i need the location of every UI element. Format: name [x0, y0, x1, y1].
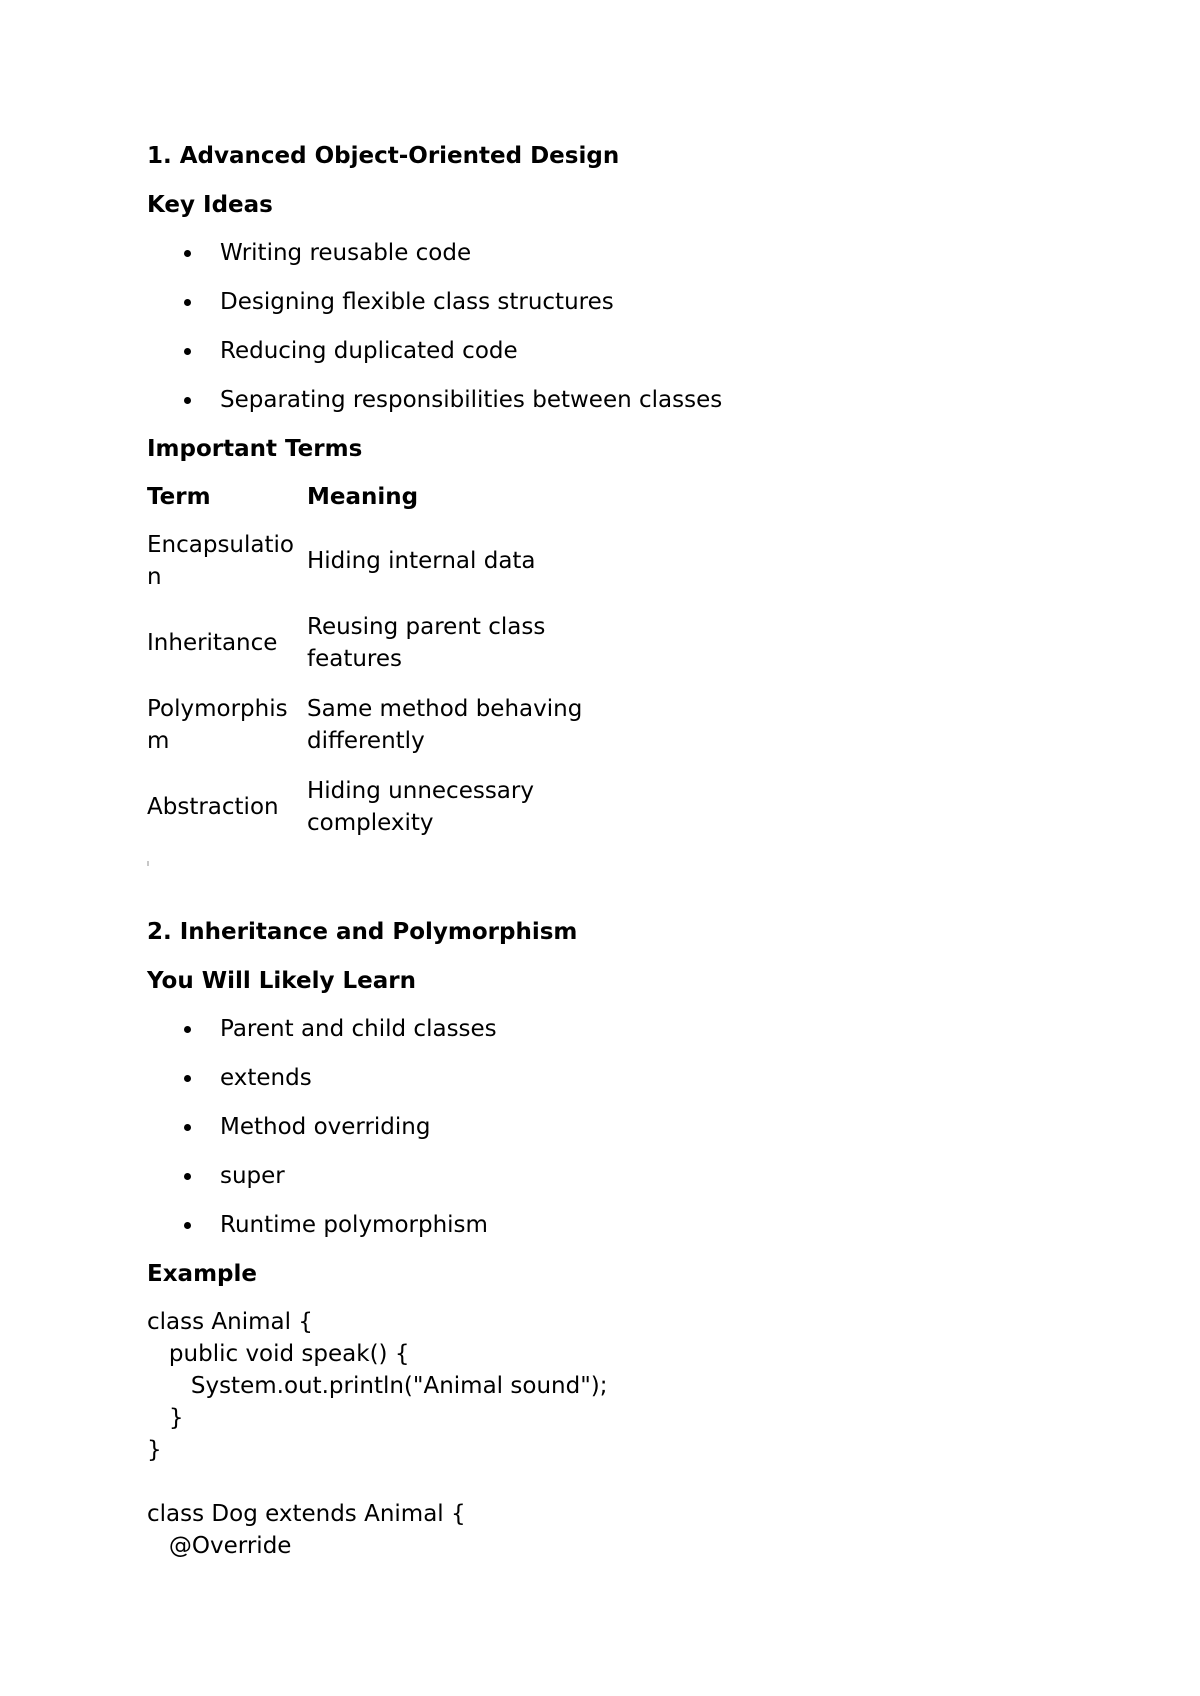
list-item-text: extends: [220, 1065, 312, 1091]
table-header-row: [147, 481, 607, 529]
list-item: [147, 384, 1107, 416]
column-header-term: Term: [147, 484, 211, 510]
bullet-icon: [184, 397, 191, 404]
list-item: [147, 1062, 1107, 1094]
terms-table: [147, 481, 607, 857]
learn-list: [147, 1013, 1107, 1241]
important-terms-heading: Important Terms: [147, 436, 363, 462]
code-block-dog: class Dog extends Animal { @Override: [147, 1501, 466, 1559]
term-cell: Polymorphism: [147, 696, 288, 754]
list-item-text: Method overriding: [220, 1114, 431, 1140]
table-row: [147, 693, 607, 775]
key-ideas-heading: Key Ideas: [147, 192, 273, 218]
bullet-icon: [184, 1124, 191, 1131]
term-cell: Encapsulation: [147, 532, 294, 590]
list-item-text: super: [220, 1163, 285, 1189]
term-cell: Inheritance: [147, 630, 278, 656]
list-item-text: Separating responsibilities between classes: [220, 387, 723, 413]
example-heading: Example: [147, 1261, 257, 1287]
document-content: [147, 140, 1107, 1562]
term-cell: Abstraction: [147, 794, 279, 820]
learn-heading: You Will Likely Learn: [147, 968, 416, 994]
list-item-text: Designing flexible class structures: [220, 289, 614, 315]
bullet-icon: [184, 1173, 191, 1180]
column-header-meaning: Meaning: [307, 484, 419, 510]
bullet-icon: [184, 1222, 191, 1229]
list-item: [147, 1111, 1107, 1143]
section-divider-mark: [147, 861, 149, 866]
table-row: [147, 775, 607, 857]
list-item-text: Writing reusable code: [220, 240, 472, 266]
code-block-animal: class Animal { public void speak() { System.out.println("Animal sound"); } }: [147, 1309, 608, 1463]
table-row: [147, 529, 607, 611]
list-item-text: Runtime polymorphism: [220, 1212, 488, 1238]
meaning-cell: Reusing parent class features: [307, 614, 546, 672]
bullet-icon: [184, 348, 191, 355]
bullet-icon: [184, 1075, 191, 1082]
bullet-icon: [184, 250, 191, 257]
section-2-title: 2. Inheritance and Polymorphism: [147, 919, 578, 945]
list-item: [147, 286, 1107, 318]
table-row: [147, 611, 607, 693]
list-item-text: Reducing duplicated code: [220, 338, 518, 364]
meaning-cell: Same method behaving differently: [307, 696, 583, 754]
meaning-cell: Hiding internal data: [307, 548, 536, 574]
bullet-icon: [184, 1026, 191, 1033]
bullet-icon: [184, 299, 191, 306]
key-ideas-list: [147, 237, 1107, 416]
section-1-title: 1. Advanced Object-Oriented Design: [147, 143, 620, 169]
list-item: [147, 335, 1107, 367]
meaning-cell: Hiding unnecessary complexity: [307, 778, 534, 836]
list-item: [147, 1013, 1107, 1045]
list-item: [147, 1209, 1107, 1241]
list-item: [147, 237, 1107, 269]
list-item-text: Parent and child classes: [220, 1016, 497, 1042]
list-item: [147, 1160, 1107, 1192]
